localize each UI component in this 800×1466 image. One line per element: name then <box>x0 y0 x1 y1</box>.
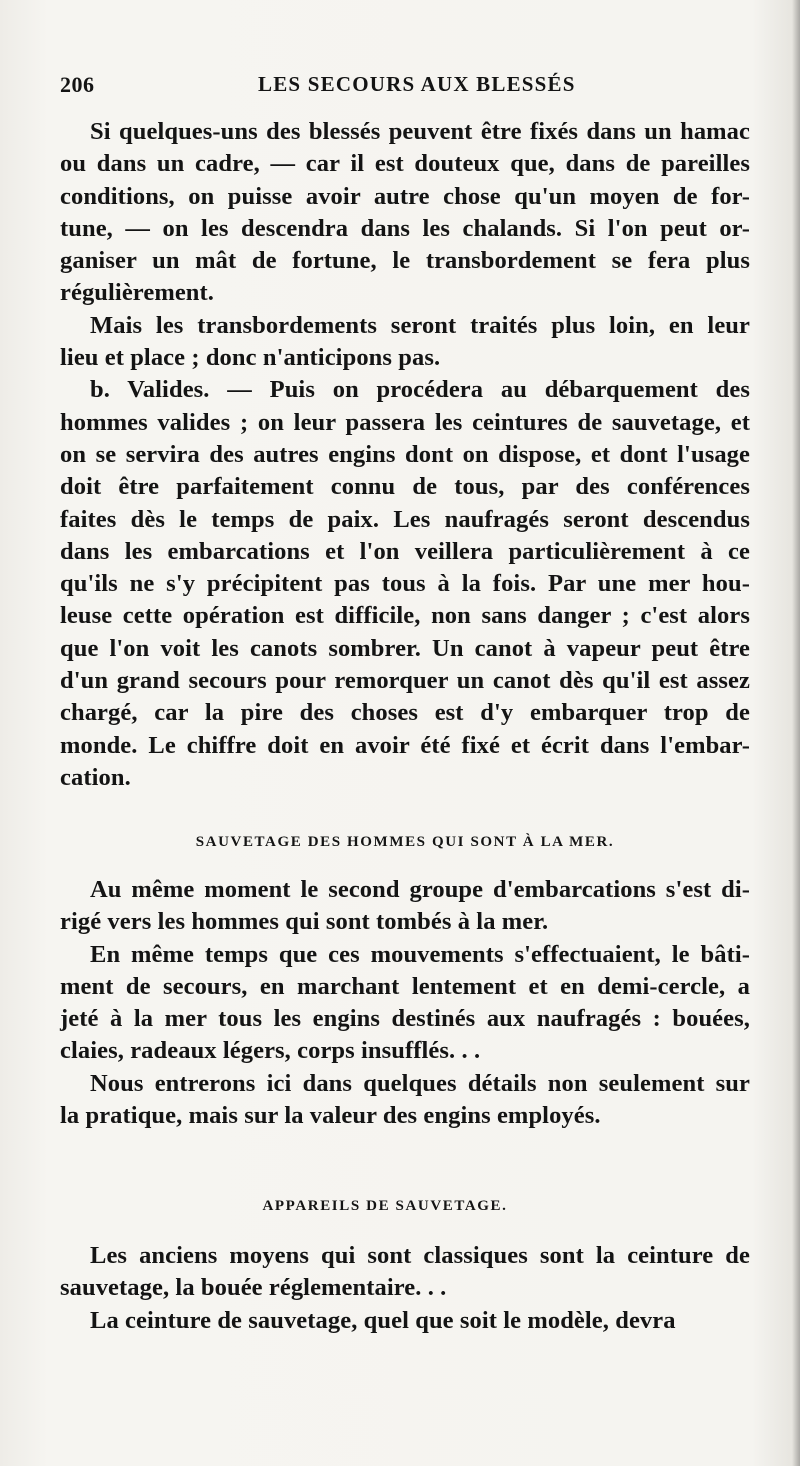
text-line: claies, radeaux légers, corps insufflés. . . <box>60 1037 481 1065</box>
text-line: b. Valides. — Puis on procédera au débarquement des <box>90 376 750 404</box>
text-line: qu'ils ne s'y précipitent pas tous à la fois. Par une mer hou- <box>60 570 750 598</box>
section-heading: APPAREILS DE SAUVETAGE. <box>262 1198 508 1214</box>
text-line: ment de secours, en marchant lentement et en demi-cercle, a <box>60 972 750 1000</box>
text-line: régulièrement. <box>60 279 215 307</box>
text-line: d'un grand secours pour remorquer un canot dès qu'il est assez <box>60 667 750 695</box>
text-line: sauvetage, la bouée réglementaire. . . <box>60 1274 447 1302</box>
body-block-1 <box>60 116 750 794</box>
text-line: lieu et place ; donc n'anticipons pas. <box>60 344 441 372</box>
text-line: cation. <box>60 763 131 791</box>
text-line: conditions, on puisse avoir autre chose qu'un moyen de for- <box>60 182 750 210</box>
text-line: Nous entrerons ici dans quelques détails non seulement sur <box>90 1069 750 1097</box>
page-number: 206 <box>60 72 95 97</box>
text-line: tune, — on les descendra dans les chalands. Si l'on peut or- <box>60 214 750 242</box>
text-line: Si quelques-uns des blessés peuvent être fixés dans un hamac <box>90 118 750 145</box>
paragraph <box>60 310 750 375</box>
paragraph <box>60 939 750 1068</box>
text-line: leuse cette opération est difficile, non sans danger ; c'est alors <box>60 602 750 630</box>
text-line: la pratique, mais sur la valeur des engins employés. <box>60 1102 601 1130</box>
text-line: chargé, car la pire des choses est d'y embarquer trop de <box>60 699 750 727</box>
paragraph <box>60 374 750 794</box>
paragraph <box>60 1068 750 1133</box>
section-heading: SAUVETAGE DES HOMMES QUI SONT À LA MER. <box>195 834 615 850</box>
text-line: on se servira des autres engins dont on dispose, et dont l'usage <box>60 440 750 468</box>
text-line: rigé vers les hommes qui sont tombés à la mer. <box>60 908 549 936</box>
paragraph <box>60 116 750 310</box>
text-line: En même temps que ces mouvements s'effectuaient, le bâti- <box>90 940 750 968</box>
text-line: faites dès le temps de paix. Les naufragés seront descendus <box>60 505 750 533</box>
text-line: que l'on voit les canots sombrer. Un canot à vapeur peut être <box>60 634 750 662</box>
text-line: jeté à la mer tous les engins destinés aux naufragés : bouées, <box>60 1005 750 1033</box>
page-edge-shadow <box>792 0 800 1466</box>
running-title: LES SECOURS AUX BLESSÉS <box>258 72 576 96</box>
text-line: doit être parfaitement connu de tous, par des conférences <box>60 473 750 501</box>
paragraph <box>60 1240 750 1305</box>
text-line: Les anciens moyens qui sont classiques sont la ceinture de <box>90 1242 750 1269</box>
body-block-2 <box>60 874 750 1132</box>
body-block-3 <box>60 1240 750 1337</box>
text-line: La ceinture de sauvetage, quel que soit le modèle, devra <box>90 1306 676 1334</box>
text-line: Mais les transbordements seront traités plus loin, en leur <box>90 311 750 339</box>
text-line: dans les embarcations et l'on veillera particulièrement à ce <box>60 537 750 565</box>
text-line: monde. Le chiffre doit en avoir été fixé et écrit dans l'embar- <box>60 731 750 759</box>
text-line: ou dans un cadre, — car il est douteux que, dans de pareilles <box>60 150 750 178</box>
paragraph <box>60 1305 750 1337</box>
text-line: Au même moment le second groupe d'embarcations s'est di- <box>90 876 750 903</box>
text-line: hommes valides ; on leur passera les ceintures de sauvetage, et <box>60 408 750 436</box>
page-header <box>60 72 750 104</box>
paragraph <box>60 874 750 939</box>
text-line: ganiser un mât de fortune, le transbordement se fera plus <box>60 247 750 275</box>
